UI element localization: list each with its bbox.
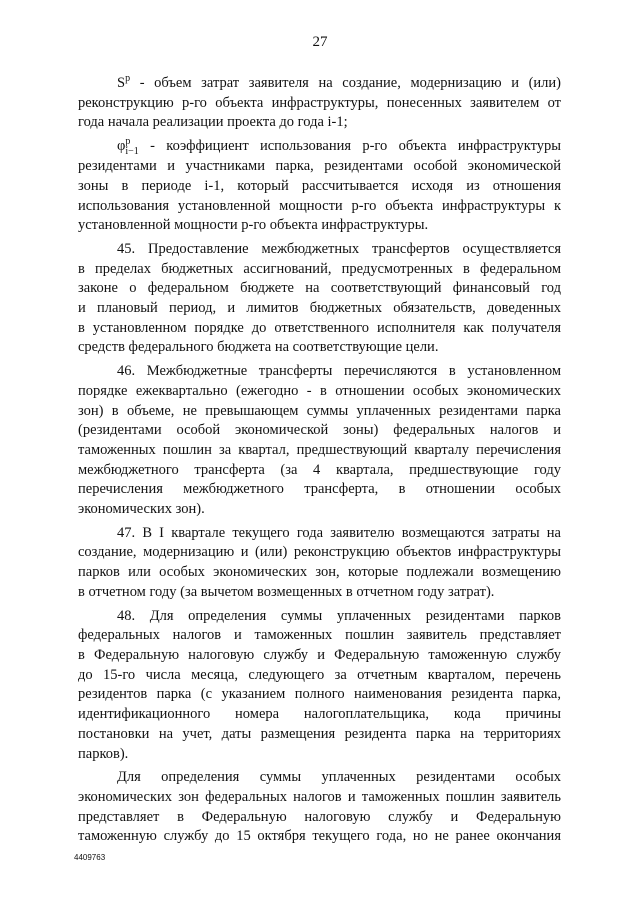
text-line: перечисления межбюджетного трансферта, в отношении особых (78, 481, 561, 498)
symbol-superscript: p (125, 137, 131, 148)
text-line: идентификационного номера налогоплательщика, кода причины (78, 706, 561, 723)
paragraph-s-definition (78, 69, 561, 133)
text-line: 48. Для определения суммы уплаченных резидентами парков (117, 607, 561, 624)
text-line: установленной мощности р-го объекта инфраструктуры. (78, 217, 429, 234)
text-line: резидентами и участниками парка, резидентами особой экономической (78, 158, 561, 175)
paragraph-48 (78, 607, 561, 765)
symbol-s (117, 75, 130, 91)
paragraph-47 (78, 524, 561, 603)
text-line: 46. Межбюджетные трансферты перечисляются в установленном (117, 363, 561, 380)
text-line (78, 137, 561, 157)
text-line: (резидентами особой экономической зоны) федеральных налогов и (78, 422, 561, 439)
text-line-content: - коэффициент использования р-го объекта инфраструктуры (138, 138, 561, 155)
paragraph-46 (78, 362, 561, 520)
text-line: зон) в объеме, не превышающем суммы уплаченных резидентами парка (78, 402, 561, 419)
paragraph-45 (78, 240, 561, 358)
text-line: 45. Предоставление межбюджетных трансфертов осуществляется (117, 240, 561, 257)
text-line: парков). (78, 745, 129, 762)
text-line: в отчетном году (за вычетом возмещенных в отчетном году затрат). (78, 583, 495, 600)
symbol-base: S (117, 75, 126, 91)
text-line: экономических зон федеральных налогов и таможенных пошлин заявитель (78, 788, 561, 805)
text-line: 47. В I квартале текущего года заявителю возмещаются затраты на (117, 524, 561, 541)
text-line: года начала реализации проекта до года i-1; (78, 114, 348, 131)
text-line: создание, модернизацию и (или) реконструкцию объектов инфраструктуры (78, 544, 561, 561)
text-line: федеральных налогов и таможенных пошлин заявитель представляет (78, 627, 561, 644)
text-line: представляет в Федеральную налоговую службу и Федеральную (78, 808, 561, 825)
paragraph-phi-definition (78, 137, 561, 236)
symbol-indices (125, 137, 138, 157)
text-line: Для определения суммы уплаченных резидентами особых (117, 769, 561, 786)
text-line: таможенных пошлин за квартал, предшествующий кварталу перечисления (78, 441, 561, 458)
text-line: средств федерального бюджета на соответствующие цели. (78, 339, 439, 356)
text-line: межбюджетного трансферта (за 4 квартала, предшествующие году (78, 461, 561, 478)
text-line: постановки на учет, даты размещения резидента парка на территориях (78, 725, 561, 742)
text-line: таможенную службу до 15 октября текущего года, но не ранее окончания (78, 828, 561, 845)
text-line: зоны в периоде i-1, который рассчитывается исходя из отношения (78, 177, 561, 194)
text-line: в пределах бюджетных ассигнований, предусмотренных в федеральном (78, 260, 561, 277)
page-number: 27 (312, 34, 328, 50)
text-line: в Федеральную налоговую службу и Федеральную таможенную службу (78, 646, 561, 663)
text-line: использования установленной мощности р-го объекта инфраструктуры к (78, 197, 561, 214)
text-line: до 15-го числа месяца, следующего за отчетным кварталом, перечень (78, 666, 561, 683)
text-line (78, 69, 561, 94)
symbol-phi (117, 137, 139, 157)
paragraph-48-continued (78, 768, 561, 847)
document-code: 4409763 (74, 853, 106, 862)
text-line: резидентов парка (с указанием полного наименования резидента парка, (78, 686, 561, 703)
document-body (78, 69, 561, 851)
text-line: экономических зон). (78, 501, 205, 518)
text-line: порядке ежеквартально (ежегодно - в отношении особых экономических (78, 382, 561, 399)
text-line-content: - объем затрат заявителя на создание, модернизацию и (или) (130, 75, 561, 91)
text-line: в установленном порядке до ответственного исполнителя как получателя (78, 319, 561, 336)
text-line: законе о федеральном бюджете на соответствующий финансовый год (78, 280, 561, 297)
symbol-subscript: i−1 (125, 146, 139, 158)
text-line: парков или особых экономических зон, которые подлежали возмещению (78, 564, 561, 581)
symbol-base: φ (117, 138, 126, 155)
text-line: реконструкцию р-го объекта инфраструктуры, понесенных заявителем от (78, 94, 561, 111)
text-line: и плановый период, и лимитов бюджетных обязательств, доведенных (78, 300, 561, 317)
symbol-superscript: p (125, 73, 131, 84)
